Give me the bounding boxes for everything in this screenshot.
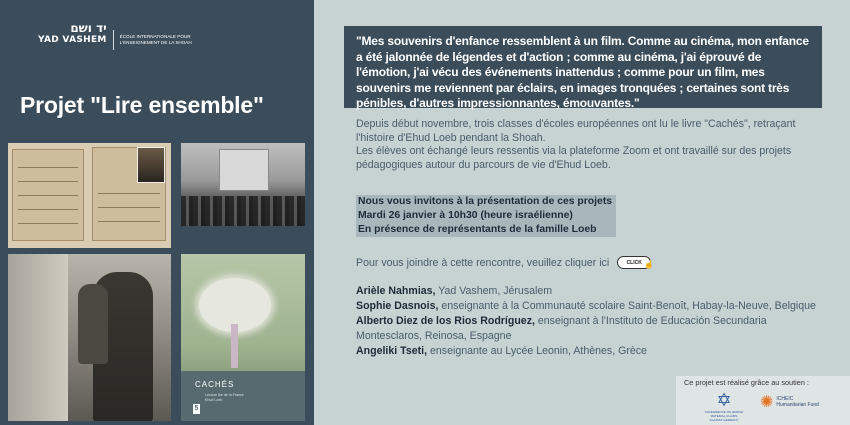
speaker-name: Alberto Diez de los Rios Rodríguez, [356,315,535,327]
yad-vashem-wordmark [38,22,107,45]
icheic-fund: Humanitarian Fund [776,402,819,408]
claims-conference-text: CONFERENCE ON JEWISH MATERIAL CLAIMS AGAINST GERMANY [704,410,744,422]
portrait-photo [137,147,165,183]
pointer-cursor-icon: ☝ [644,260,655,269]
logo-divider [113,30,114,50]
book-subtitle: Lecture lire de la France [205,393,244,397]
logo-hebrew: יד ושם [70,21,107,35]
page-title: Projet "Lire ensemble" [20,92,264,118]
speakers-list [356,284,826,359]
click-button[interactable] [617,256,655,269]
join-text: Pour vous joindre à cette rencontre, veuillez cliquer ici [356,256,610,269]
invitation-date: Mardi 26 janvier à 10h30 (heure israélienne) [358,210,573,221]
speaker-item [356,299,826,314]
logo-school-line1: ÉCOLE INTERNATIONALE POUR [119,34,191,39]
document-photo [8,143,171,248]
sponsors-box [676,376,850,425]
invitation-box [356,195,616,237]
logo-name: YAD VASHEM [38,35,107,45]
yad-vashem-logo[interactable] [38,22,192,50]
icheic-name: ICHEIC [776,396,794,402]
speaker-item [356,284,826,299]
speaker-role: enseignante au Lycée Leonin, Athènes, Grèce [427,345,647,357]
star-of-david-icon: ✡ [716,390,732,410]
speaker-role: enseignante à la Communauté scolaire Saint-Benoît, Habay-la-Neuve, Belgique [438,300,816,312]
book-author: Ehud Loeb [205,398,223,402]
speaker-role: Yad Vashem, Jérusalem [435,285,553,297]
speaker-name: Arièle Nahmias, [356,285,436,297]
icheic-logo[interactable] [760,392,819,412]
speaker-role: enseignant à l'Instituto de Educación Secundaria Montesclaros, Reinosa, Espagne [356,315,767,342]
intro-paragraph-1: Depuis début novembre, trois classes d'écoles européennes ont lu le livre "Cachés", retraçant l'histoire d'Ehud Loeb pendant la Shoah. [356,118,796,144]
invitation-line-3: En présence de représentants de la famille Loeb [358,224,597,235]
father-child-photo [8,254,171,421]
speaker-item [356,344,826,359]
intro-text [356,118,826,172]
claims-conference-logo[interactable] [704,390,744,422]
crowd-photo [181,143,305,226]
intro-paragraph-2: Les élèves ont échangé leurs ressentis via la plateforme Zoom et ont travaillé sur des projets pédagogiques autour du parcours de vie d'Ehud Loeb. [356,145,792,171]
speaker-item [356,314,826,344]
book-cover [181,254,305,421]
left-panel [0,0,314,425]
quote-box: "Mes souvenirs d'enfance ressemblent à un film. Comme au cinéma, mon enfance a été jalonnée de légendes et d'action ; comme au cinéma, j'ai éprouvé de l'émotion, j'ai vécu des événements inattendus ; comme pour un film, mes souvenirs me reviennent par éclairs, en images tronquées ; certaines sont très pénibles, d'autres impressionnantes, émouvantes." [344,26,822,108]
invitation-line-1: Nous vous invitons à la présentation de ces projets [358,196,613,207]
speaker-name: Angeliki Tseti, [356,345,428,357]
speaker-name: Sophie Dasnois, [356,300,439,312]
join-row [356,256,655,269]
logo-school-line2: L'ENSEIGNEMENT DE LA SHOAH [119,40,192,45]
book-title: CACHÉS [195,380,235,389]
publisher-logo-icon: 5 [194,405,199,412]
flame-icon: ✺ [760,394,774,411]
sponsors-label: Ce projet est réalisé grâce au soutien : [684,378,809,387]
click-button-label: CLICK [626,259,642,266]
logo-school-text [120,34,192,46]
